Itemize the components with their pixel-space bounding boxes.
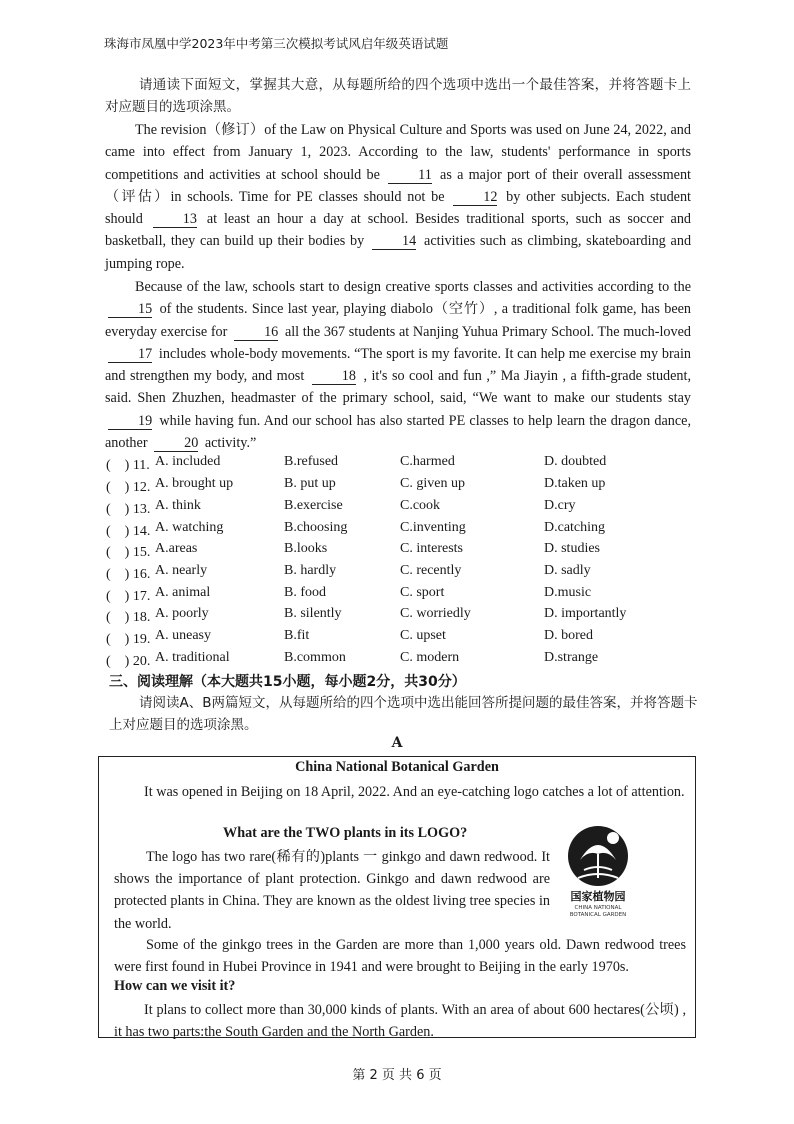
option-b[interactable]: B. silently [284,606,342,621]
option-c[interactable]: C.cook [400,498,441,513]
question-row: ( ) 16. A. nearly B. hardly C. recently D. sadly [106,563,591,582]
blank-18[interactable]: 18 [312,369,356,385]
option-d[interactable]: D. studies [544,541,600,556]
option-c[interactable]: C. interests [400,541,463,556]
option-a[interactable]: A. poorly [155,606,209,621]
blank-16[interactable]: 16 [234,325,278,341]
option-a[interactable]: A. uneasy [155,628,211,643]
question-row: ( ) 12. A. brought up B. put up C. given up D.taken up [106,476,606,495]
option-b[interactable]: B.looks [284,541,328,556]
option-c[interactable]: C. modern [400,650,460,665]
option-b[interactable]: B. food [284,585,326,600]
option-d[interactable]: D.catching [544,520,606,535]
option-c[interactable]: C. worriedly [400,606,471,621]
passage-paragraph-1: The logo has two rare(稀有的)plants 一 ginkgo and dawn redwood. It shows the importance of plant protection. Ginkgo and dawn redwood are protected plants in China. They are known as the oldest living tree species in the world. [114,849,550,932]
question-row: ( ) 11. A. included B.refused C.harmed D. doubted [106,454,607,473]
option-c[interactable]: C. recently [400,563,462,578]
botanical-garden-logo [548,820,648,920]
option-b[interactable]: B. hardly [284,563,337,578]
option-c[interactable]: C.inventing [400,520,466,535]
cloze-paragraph-1: The revision（修订）of the Law on Physical Culture and Sports was used on June 24, 2022, and came into effect from January 1, 2023. According to the law, students' performance in sports competitions and activities at school should be 11 as a major port of their overall assessment（评估）in schools. Time for PE classes should not be 12 by other subjects. Each student should 13 at least an hour a day at school. Besides traditional sports, such as soccer and basketball, they can build up their bodies by 14 activities such as climbing, skateboarding and jumping rope. [105,122,692,272]
question-row: ( ) 20. A. traditional B.common C. modern D.strange [106,650,599,669]
passage-paragraph-2: Some of the ginkgo trees in the Garden are more than 1,000 years old. Dawn redwood trees were first found in Hubei Province in 1941 and were brought to Beijing in the early 1970s. [114,937,686,976]
option-d[interactable]: D.strange [544,650,599,665]
passage-paragraph-3: It plans to collect more than 30,000 kinds of plants. With an area of about 600 hectares(公顷) , it has two parts:the South Garden and the North Garden. [114,1002,686,1041]
passage-subtitle: What are the TWO plants in its LOGO? [223,825,468,841]
logo-english-text-1: CHINA NATIONAL [574,905,622,911]
question-row: ( ) 14. A. watching B.choosing C.inventing D.catching [106,520,606,539]
option-c[interactable]: C.harmed [400,454,455,469]
option-b[interactable]: B.common [284,650,346,665]
passage-label: A [391,735,403,751]
option-d[interactable]: D.taken up [544,476,606,491]
question-row: ( ) 18. A. poorly B. silently C. worriedly D. importantly [106,606,627,625]
blank-12[interactable]: 12 [453,190,497,206]
ginkgo-redwood-logo-icon [548,820,648,920]
question-row: ( ) 19. A. uneasy B.fit C. upset D. bored [106,628,593,647]
option-d[interactable]: D. sadly [544,563,591,578]
blank-13[interactable]: 13 [153,212,197,228]
option-a[interactable]: A.areas [155,541,198,556]
option-d[interactable]: D.music [544,585,592,600]
reading-instruction: 请阅读A、B两篇短文，从每题所给的四个选项中选出能回答所提问题的最佳答案，并将答题卡上对应题目的选项涂黑。 [109,695,698,733]
passage-question: How can we visit it? [114,978,236,994]
blank-14[interactable]: 14 [372,234,416,250]
option-a[interactable]: A. brought up [155,476,234,491]
passage-title: China National Botanical Garden [295,759,499,775]
option-b[interactable]: B.refused [284,454,339,469]
option-b[interactable]: B.choosing [284,520,348,535]
option-c[interactable]: C. given up [400,476,465,491]
question-row: ( ) 15. A.areas B.looks C. interests D. studies [106,541,600,560]
option-b[interactable]: B.fit [284,628,310,643]
option-c[interactable]: C. upset [400,628,446,643]
blank-15[interactable]: 15 [108,302,152,318]
question-row: ( ) 13. A. think B.exercise C.cook D.cry [106,498,576,517]
option-d[interactable]: D.cry [544,498,576,513]
logo-chinese-text: 国家植物园 [570,890,626,903]
logo-english-text-2: BOTANICAL GARDEN [569,912,627,918]
blank-20[interactable]: 20 [154,436,198,452]
passage-intro: It was opened in Beijing on 18 April, 2022. And an eye-catching logo catches a lot of attention. [144,784,685,800]
option-a[interactable]: A. traditional [155,650,230,665]
blank-19[interactable]: 19 [108,414,152,430]
option-a[interactable]: A. animal [155,585,211,600]
blank-17[interactable]: 17 [108,347,152,363]
cloze-paragraph-2: Because of the law, schools start to design creative sports classes and activities according to the 15 of the students. Since last year, playing diabolo（空竹）, a traditional folk game, has been everyday exercise for 16 all the 367 students at Nanjing Yuhua Primary School. The much-loved 17 includes whole-body movements. “The sport is my favorite. It can help me exercise my brain and strengthen my body, and most 18 , it's so cool and fun ,” Ma Jiayin , a fifth-grade student, said. Shen Zhuzhen, headmaster of the primary school, said, “We want to make our students stay 19 while having fun. And our school has also started PE classes to help learn the dragon dance, another 20 activity.” [105,279,692,452]
page-header: 珠海市凤凰中学2023年中考第三次模拟考试风启年级英语试题 [104,36,449,51]
option-d[interactable]: D. importantly [544,606,627,621]
blank-11[interactable]: 11 [388,168,432,184]
option-d[interactable]: D. doubted [544,454,607,469]
option-a[interactable]: A. think [155,498,201,513]
option-b[interactable]: B.exercise [284,498,343,513]
option-a[interactable]: A. watching [155,520,224,535]
option-a[interactable]: A. included [155,454,221,469]
option-c[interactable]: C. sport [400,585,445,600]
section-title: 三、阅读理解（本大题共15小题，每小题2分，共30分） [109,674,466,690]
question-row: ( ) 17. A. animal B. food C. sport D.music [106,585,592,604]
cloze-instruction: 请通读下面短文，掌握其大意，从每题所给的四个选项中选出一个最佳答案，并将答题卡上对应题目的选项涂黑。 [105,77,691,116]
page-footer: 第 2 页 共 6 页 [352,1068,442,1083]
option-b[interactable]: B. put up [284,476,336,491]
option-a[interactable]: A. nearly [155,563,208,578]
option-d[interactable]: D. bored [544,628,593,643]
